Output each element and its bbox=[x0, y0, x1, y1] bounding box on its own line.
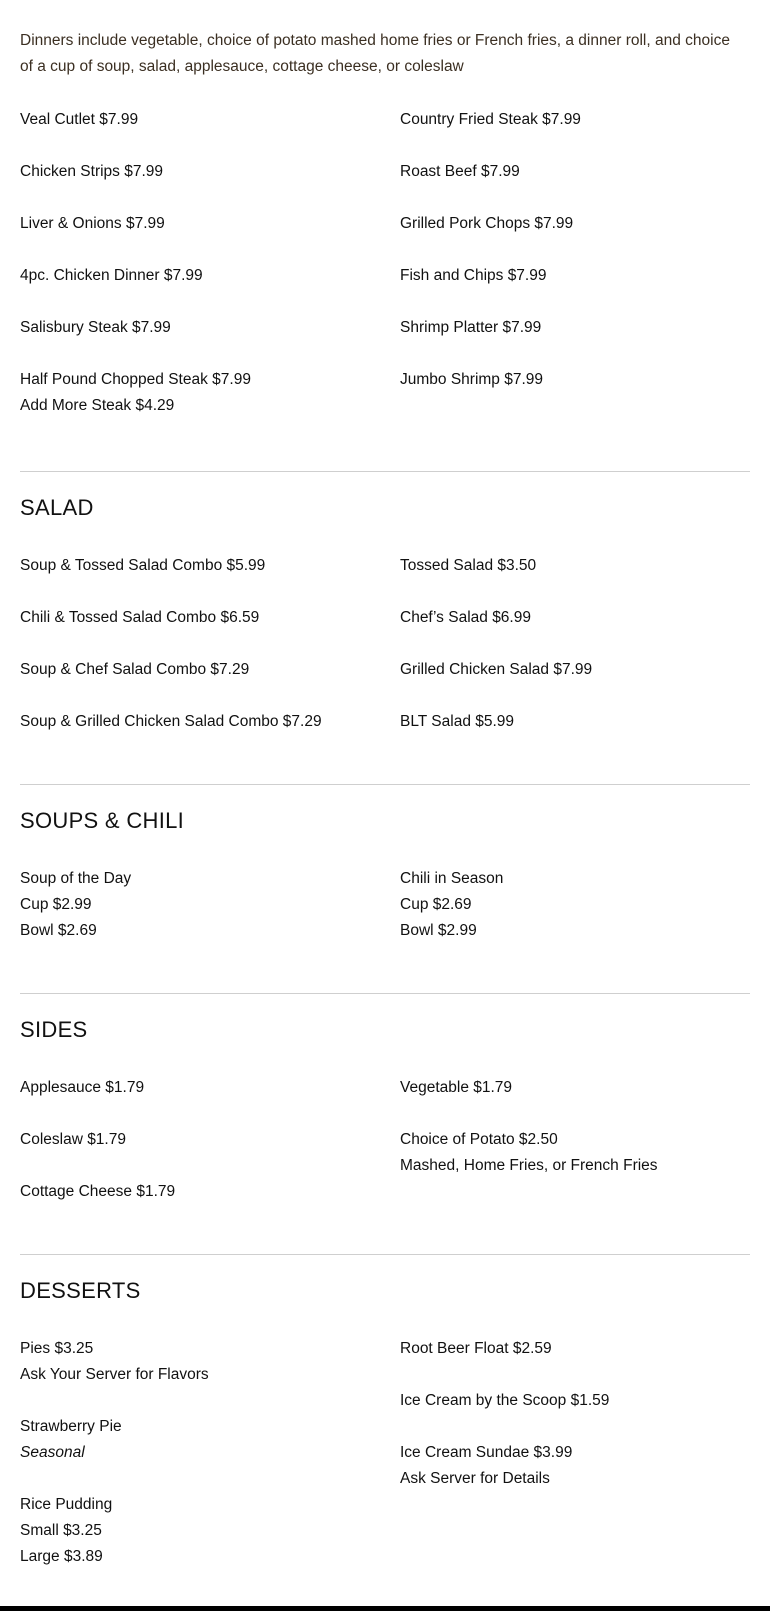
menu-item-name: Roast Beef $7.99 bbox=[400, 163, 520, 180]
menu-item bbox=[20, 211, 400, 237]
menu-item bbox=[20, 107, 400, 133]
menu-item-name: Soup of the Day bbox=[20, 870, 132, 887]
dinners-menu bbox=[20, 107, 750, 445]
menu-item-name: Root Beer Float $2.59 bbox=[400, 1340, 552, 1357]
menu-item bbox=[20, 866, 400, 944]
menu-item bbox=[400, 657, 750, 683]
menu-item-name: Soup & Chef Salad Combo $7.29 bbox=[20, 661, 250, 678]
menu-item-detail: Small $3.25 bbox=[20, 1522, 102, 1539]
sides-right-column bbox=[400, 1075, 750, 1231]
sides-left-column bbox=[20, 1075, 400, 1231]
menu-item-name: BLT Salad $5.99 bbox=[400, 713, 515, 730]
menu-item-name: Strawberry Pie bbox=[20, 1418, 122, 1435]
menu-item-name: Chicken Strips $7.99 bbox=[20, 163, 164, 180]
menu-item bbox=[20, 159, 400, 185]
menu-item bbox=[20, 1414, 400, 1466]
menu-item bbox=[20, 263, 400, 289]
menu-item-name: Salisbury Steak $7.99 bbox=[20, 319, 171, 336]
soups-left-column bbox=[20, 866, 400, 970]
menu-item bbox=[400, 1127, 750, 1179]
menu-item bbox=[400, 709, 750, 735]
menu-item-name: Tossed Salad $3.50 bbox=[400, 557, 537, 574]
menu-item-name: Pies $3.25 bbox=[20, 1340, 94, 1357]
menu-item bbox=[400, 315, 750, 341]
menu-item bbox=[400, 107, 750, 133]
menu-item bbox=[400, 866, 750, 944]
desserts-right-column bbox=[400, 1336, 750, 1596]
menu-item-name: Vegetable $1.79 bbox=[400, 1079, 513, 1096]
sides-heading: SIDES bbox=[20, 1017, 88, 1042]
menu-item-detail: Ask Server for Details bbox=[400, 1470, 550, 1487]
menu-item-name: Veal Cutlet $7.99 bbox=[20, 111, 139, 128]
soups-heading: SOUPS & CHILI bbox=[20, 808, 185, 833]
menu-item bbox=[20, 709, 400, 735]
soups-menu bbox=[20, 866, 750, 970]
menu-item-detail: Large $3.89 bbox=[20, 1548, 103, 1565]
soups-right-column bbox=[400, 866, 750, 970]
menu-item bbox=[20, 367, 400, 419]
menu-item-name: Choice of Potato $2.50 bbox=[400, 1131, 558, 1148]
menu-item-detail: Bowl $2.69 bbox=[20, 922, 97, 939]
menu-item bbox=[400, 605, 750, 631]
menu-item bbox=[400, 553, 750, 579]
section-divider bbox=[20, 1254, 750, 1255]
menu-item bbox=[20, 1179, 400, 1205]
menu-item-detail: Ask Your Server for Flavors bbox=[20, 1366, 209, 1383]
menu-item-name: Chili in Season bbox=[400, 870, 504, 887]
menu-item-detail: Bowl $2.99 bbox=[400, 922, 477, 939]
menu-item bbox=[20, 553, 400, 579]
dinners-intro: Dinners include vegetable, choice of potato mashed home fries or French fries, a dinner roll, and choice of a cup of soup, salad, applesauce, cottage cheese, or coleslaw bbox=[20, 32, 730, 75]
menu-item-name: Soup & Tossed Salad Combo $5.99 bbox=[20, 557, 266, 574]
menu-item bbox=[20, 1492, 400, 1570]
section-divider bbox=[20, 471, 750, 472]
menu-item-name: Ice Cream Sundae $3.99 bbox=[400, 1444, 573, 1461]
desserts-left-column bbox=[20, 1336, 400, 1596]
menu-item bbox=[400, 367, 750, 393]
menu-item-name: Rice Pudding bbox=[20, 1496, 113, 1513]
menu-item bbox=[20, 315, 400, 341]
sides-menu bbox=[20, 1075, 750, 1231]
menu-item-detail: Mashed, Home Fries, or French Fries bbox=[400, 1157, 658, 1174]
salad-right-column bbox=[400, 553, 750, 761]
menu-item-detail: Add More Steak $4.29 bbox=[20, 397, 175, 414]
menu-item-detail: Cup $2.99 bbox=[20, 896, 92, 913]
menu-item bbox=[400, 159, 750, 185]
section-divider bbox=[20, 993, 750, 994]
menu-item-name: Chili & Tossed Salad Combo $6.59 bbox=[20, 609, 260, 626]
menu-item-name: Shrimp Platter $7.99 bbox=[400, 319, 542, 336]
menu-item bbox=[400, 1440, 750, 1492]
menu-item bbox=[20, 1127, 400, 1153]
menu-item-note: Seasonal bbox=[20, 1444, 85, 1461]
desserts-heading: DESSERTS bbox=[20, 1278, 141, 1303]
menu-item-name: Liver & Onions $7.99 bbox=[20, 215, 165, 232]
section-divider bbox=[20, 784, 750, 785]
menu-item bbox=[20, 1336, 400, 1388]
desserts-menu bbox=[20, 1336, 750, 1596]
menu-item-name: Ice Cream by the Scoop $1.59 bbox=[400, 1392, 610, 1409]
menu-item-name: 4pc. Chicken Dinner $7.99 bbox=[20, 267, 203, 284]
menu-item-name: Chef’s Salad $6.99 bbox=[400, 609, 531, 626]
menu-item-name: Coleslaw $1.79 bbox=[20, 1131, 126, 1148]
menu-item-name: Country Fried Steak $7.99 bbox=[400, 111, 581, 128]
salad-menu bbox=[20, 553, 750, 761]
menu-item-name: Soup & Grilled Chicken Salad Combo $7.29 bbox=[20, 713, 322, 730]
menu-item bbox=[400, 263, 750, 289]
menu-item-detail: Cup $2.69 bbox=[400, 896, 472, 913]
salad-left-column bbox=[20, 553, 400, 761]
menu-item-name: Grilled Chicken Salad $7.99 bbox=[400, 661, 593, 678]
menu-item bbox=[400, 211, 750, 237]
menu-item-name: Jumbo Shrimp $7.99 bbox=[400, 371, 544, 388]
dinners-left-column bbox=[20, 107, 400, 445]
menu-item bbox=[20, 1075, 400, 1101]
menu-item-name: Cottage Cheese $1.79 bbox=[20, 1183, 176, 1200]
menu-item bbox=[400, 1388, 750, 1414]
menu-item-name: Fish and Chips $7.99 bbox=[400, 267, 547, 284]
salad-heading: SALAD bbox=[20, 495, 94, 520]
menu-item-name: Grilled Pork Chops $7.99 bbox=[400, 215, 574, 232]
bottom-bar bbox=[0, 1606, 770, 1611]
menu-item bbox=[400, 1075, 750, 1101]
dinners-right-column bbox=[400, 107, 750, 445]
menu-item-name: Applesauce $1.79 bbox=[20, 1079, 145, 1096]
menu-item-name: Half Pound Chopped Steak $7.99 bbox=[20, 371, 251, 388]
menu-item bbox=[20, 657, 400, 683]
menu-item bbox=[20, 605, 400, 631]
menu-item bbox=[400, 1336, 750, 1362]
